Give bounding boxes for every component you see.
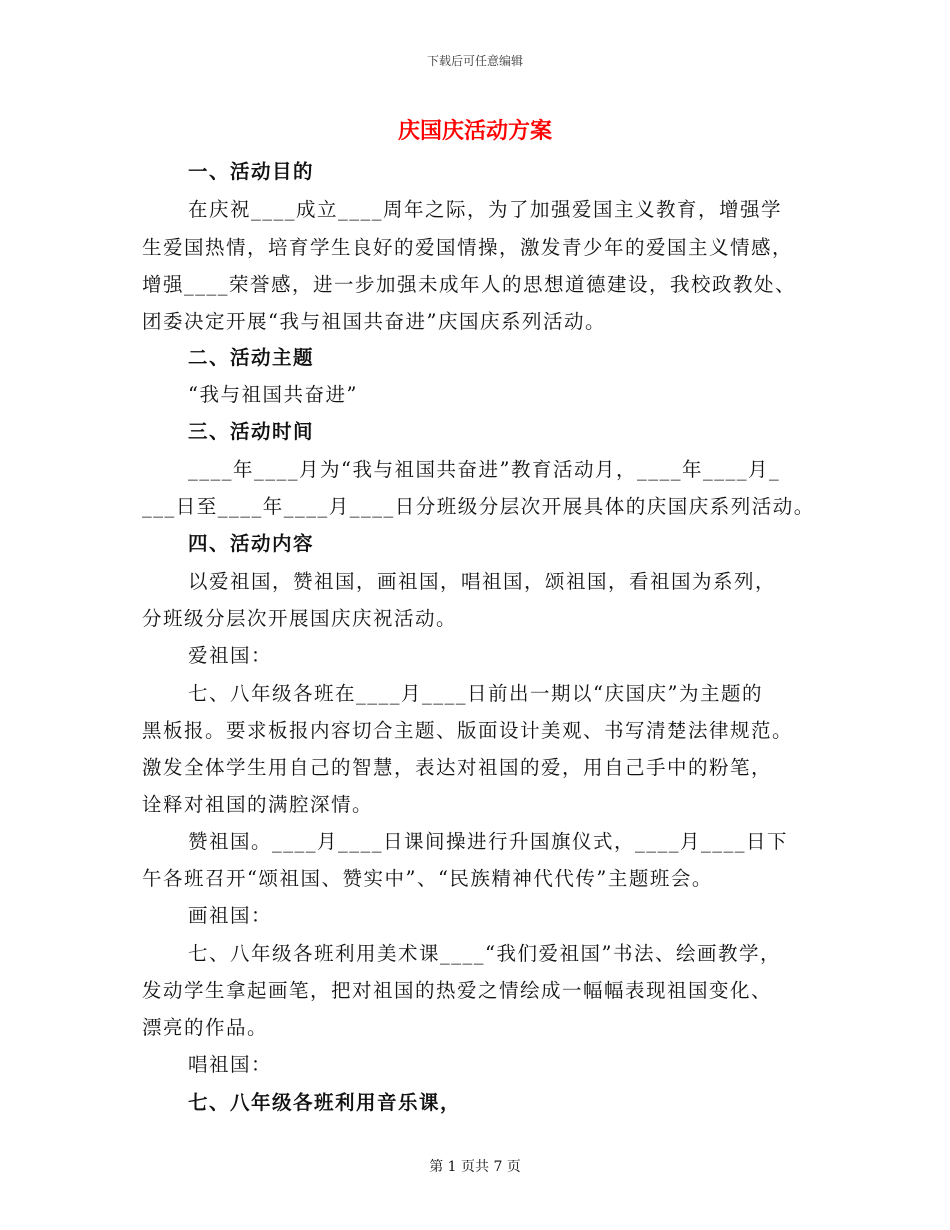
paragraph-line: 团委决定开展“我与祖国共奋进”庆国庆系列活动。 bbox=[142, 310, 606, 333]
paragraph-line: 七、八年级各班在____月____日前出一期以“庆国庆”为主题的 bbox=[188, 682, 763, 705]
section-heading-purpose: 一、活动目的 bbox=[188, 160, 315, 183]
paragraph-line: ___日至____年____月____日分班级分层次开展具体的庆国庆系列活动。 bbox=[142, 495, 815, 518]
paragraph-line: 赞祖国。____月____日课间操进行升国旗仪式，____月____日下 bbox=[188, 830, 789, 853]
paragraph-line: 诠释对祖国的满腔深情。 bbox=[142, 793, 374, 816]
paragraph-line: ____年____月为“我与祖国共奋进”教育活动月，____年____月_ bbox=[188, 458, 781, 481]
paragraph-line: 发动学生拿起画笔，把对祖国的热爱之情绘成一幅幅表现祖国变化、 bbox=[142, 979, 773, 1002]
paragraph-line: 漂亮的作品。 bbox=[142, 1016, 269, 1039]
section-heading-theme: 二、活动主题 bbox=[188, 346, 315, 369]
paragraph-line: 增强____荣誉感，进一步加强未成年人的思想道德建设，我校政教处、 bbox=[142, 273, 797, 296]
subheading-draw: 画祖国： bbox=[188, 904, 273, 927]
paragraph-line: 午各班召开“颂祖国、赞实中”、“民族精神代代传”主题班会。 bbox=[142, 867, 713, 890]
page-footer: 第 1 页共 7 页 bbox=[429, 1159, 521, 1175]
paragraph-line: 七、八年级各班利用音乐课， bbox=[188, 1091, 462, 1114]
paragraph-line: 以爱祖国，赞祖国，画祖国，唱祖国，颂祖国，看祖国为系列， bbox=[188, 570, 777, 593]
section-heading-time: 三、活动时间 bbox=[188, 420, 315, 443]
header-note: 下载后可任意编辑 bbox=[426, 54, 523, 68]
paragraph-line: 黑板报。要求板报内容切合主题、版面设计美观、书写清楚法律规范。 bbox=[142, 719, 794, 742]
paragraph-line: “我与祖国共奋进” bbox=[188, 383, 358, 406]
paragraph-line: 激发全体学生用自己的智慧，表达对祖国的爱，用自己手中的粉笔， bbox=[142, 756, 773, 779]
section-heading-content: 四、活动内容 bbox=[188, 532, 315, 555]
subheading-sing: 唱祖国： bbox=[188, 1053, 273, 1076]
paragraph-line: 在庆祝____成立____周年之际，为了加强爱国主义教育，增强学 bbox=[188, 198, 783, 221]
paragraph-line: 生爱国热情，培育学生良好的爱国情操，激发青少年的爱国主义情感， bbox=[142, 236, 794, 259]
paragraph-line: 分班级分层次开展国庆庆祝活动。 bbox=[142, 607, 458, 630]
subheading-love: 爱祖国： bbox=[188, 644, 273, 667]
paragraph-line: 七、八年级各班利用美术课____“我们爱祖国”书法、绘画教学， bbox=[188, 942, 781, 965]
page-title: 庆国庆活动方案 bbox=[397, 119, 552, 144]
